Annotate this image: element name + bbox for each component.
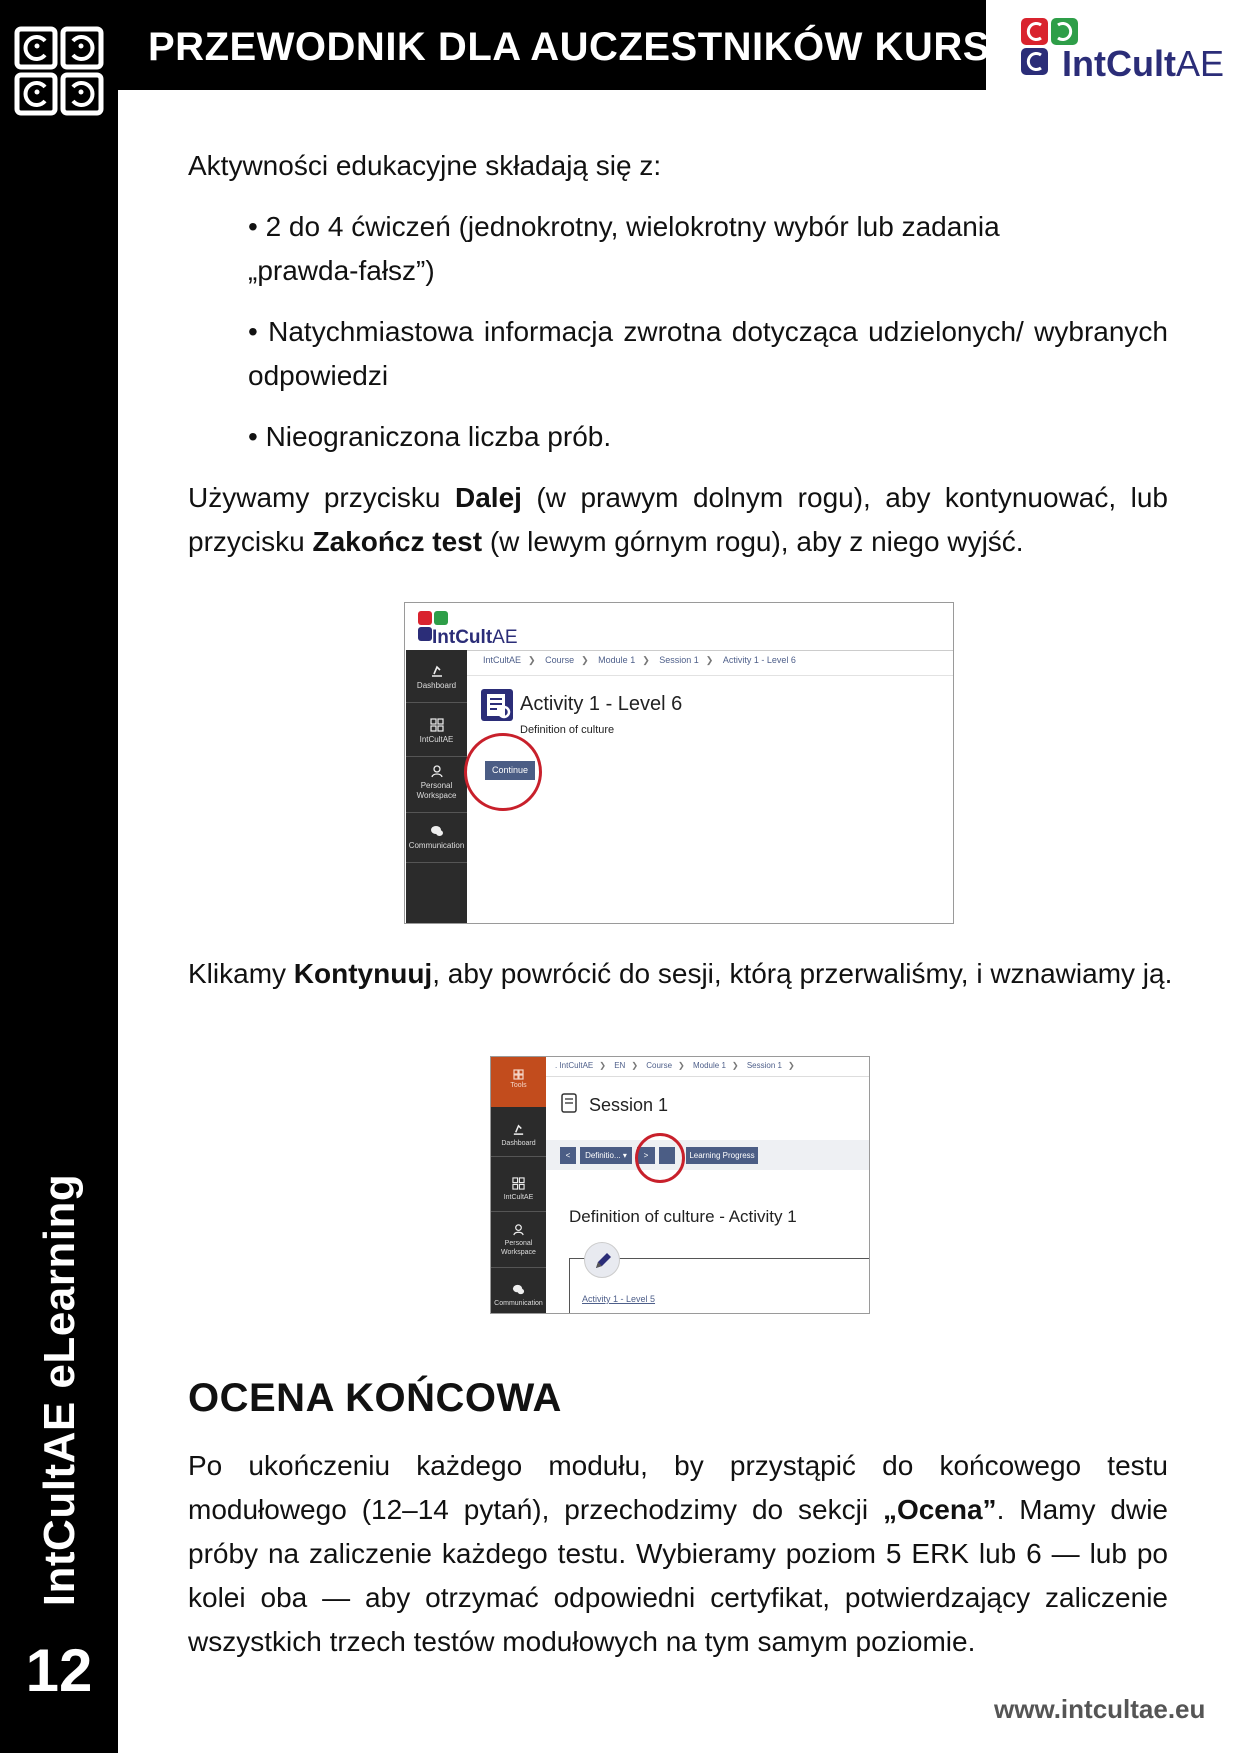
footer-url[interactable]: www.intcultae.eu <box>994 1694 1206 1724</box>
chevron-down-icon: ▾ <box>622 1151 627 1160</box>
sidebar-item-intcultae[interactable]: IntCultAE <box>406 718 467 745</box>
navigation-paragraph: Używamy przycisku Dalej (w prawym dolnym rogu), aby kontynuować, lub przycisku Zakończ test (w lewym górnym rogu), aby z niego wyjść. <box>188 482 1168 557</box>
final-paragraph: Po ukończeniu każdego modułu, by przystąpić do końcowego testu modułowego (12–14 pytań), przechodzimy do sekcji „Ocena”. Mamy dwie próby na zaliczenie każdego testu. Wybieramy poziom 5 ERK lub 6 — lub po kolei oba — aby otrzymać odpowiedni certyfikat, potwierdzający zaliczenie wszystkich trzech testów modułowych na tym samym poziomie. <box>188 1450 1168 1657</box>
bullet-2: • Natychmiastowa informacja zwrotna dotycząca udzielonych/ wybranych odpowiedzi <box>248 316 1168 391</box>
continue-button[interactable]: Continue <box>485 761 535 780</box>
tools-icon <box>513 1069 524 1080</box>
session-title: Session 1 <box>589 1095 669 1115</box>
chat-icon <box>512 1283 525 1296</box>
breadcrumb-item[interactable]: Course <box>646 1061 673 1070</box>
dashboard-icon <box>430 664 444 678</box>
breadcrumb-item[interactable]: Session 1 <box>659 655 699 665</box>
activity-title: Activity 1 - Level 6 <box>520 693 683 715</box>
breadcrumb-item[interactable]: EN <box>614 1061 626 1070</box>
sidebar-item-communication[interactable]: Communication <box>406 824 467 851</box>
bullet-3: • Nieograniczona liczba prób. <box>248 421 612 452</box>
intcultae-emblem-icon <box>14 26 104 116</box>
brand-logo <box>1020 16 1224 86</box>
sidebar-item-tools[interactable]: Tools <box>491 1057 546 1107</box>
dashboard-icon <box>512 1123 525 1136</box>
activity-select[interactable]: Definitio... ▾ <box>580 1147 632 1164</box>
screenshot-sidebar <box>406 650 467 924</box>
page-title: PRZEWODNIK DLA AUCZESTNIKÓW KURSU <box>148 25 1020 69</box>
document-icon <box>561 1093 577 1113</box>
breadcrumb-item[interactable]: Session 1 <box>746 1061 782 1070</box>
breadcrumb: IntCultAE ❯ Course ❯ Module 1 ❯ Session 1 ❯ Activity 1 - Level 6 <box>483 655 796 665</box>
session-navbar <box>546 1140 870 1170</box>
pencil-icon <box>585 1243 621 1279</box>
screenshot-sidebar <box>491 1057 546 1314</box>
chat-icon <box>430 824 444 838</box>
sidebar-item-dashboard[interactable]: Dashboard <box>491 1123 546 1148</box>
screenshot-logo: IntCultAE <box>417 609 527 649</box>
side-band <box>0 0 118 1753</box>
brand-name: IntCultAE <box>1062 43 1224 84</box>
session-screenshot <box>490 1056 870 1314</box>
activity-link[interactable]: Activity 1 - Level 5 <box>582 1294 656 1304</box>
continue-paragraph: Klikamy Kontynuuj, aby powrócić do sesji, którą przerwaliśmy, i wznawiamy ją. <box>188 958 1173 989</box>
header-bar <box>118 0 1020 90</box>
grid-icon <box>512 1177 525 1190</box>
sidebar-item-communication[interactable]: Communication <box>491 1283 546 1308</box>
sidebar-item-personal-workspace[interactable]: Personal Workspace <box>491 1223 546 1257</box>
person-icon <box>512 1223 525 1236</box>
activity-screenshot <box>404 602 954 924</box>
breadcrumb: . IntCultAE ❯ EN ❯ Course ❯ Module 1 ❯ Session 1 ❯ <box>555 1061 795 1070</box>
sidebar-item-intcultae[interactable]: IntCultAE <box>491 1177 546 1202</box>
person-icon <box>430 764 444 778</box>
grid-icon <box>430 718 444 732</box>
sidebar-item-personal-workspace[interactable]: Personal Workspace <box>406 764 467 801</box>
activity-heading: Definition of culture - Activity 1 <box>569 1207 797 1226</box>
page-number: 12 <box>25 1637 93 1704</box>
highlight-circle <box>635 1133 685 1183</box>
intro-lead: Aktywności edukacyjne składają się z: <box>188 150 662 181</box>
breadcrumb-item[interactable]: Module 1 <box>598 655 636 665</box>
breadcrumb-item[interactable]: Course <box>545 655 575 665</box>
next-button[interactable]: > <box>637 1147 655 1164</box>
activity-icon <box>480 688 514 722</box>
breadcrumb-item[interactable]: Activity 1 - Level 6 <box>722 655 796 665</box>
bullet-1: • 2 do 4 ćwiczeń (jednokrotny, wielokrotny wybór lub zadania „prawda-fałsz”) <box>248 211 1000 286</box>
band-title: IntCultAE eLearning <box>35 1173 84 1607</box>
breadcrumb-item[interactable]: IntCultAE <box>483 655 522 665</box>
sidebar-item-dashboard[interactable]: Dashboard <box>406 664 467 691</box>
activity-badge <box>584 1242 620 1278</box>
activity-subtitle: Definition of culture <box>520 724 615 736</box>
section-heading: OCENA KOŃCOWA <box>188 1376 562 1420</box>
breadcrumb-item[interactable]: Module 1 <box>692 1061 726 1070</box>
highlight-circle <box>464 733 542 811</box>
learning-progress-button[interactable]: Learning Progress <box>686 1147 758 1164</box>
previous-button[interactable]: < <box>560 1147 576 1164</box>
breadcrumb-item[interactable]: . IntCultAE <box>555 1061 594 1070</box>
